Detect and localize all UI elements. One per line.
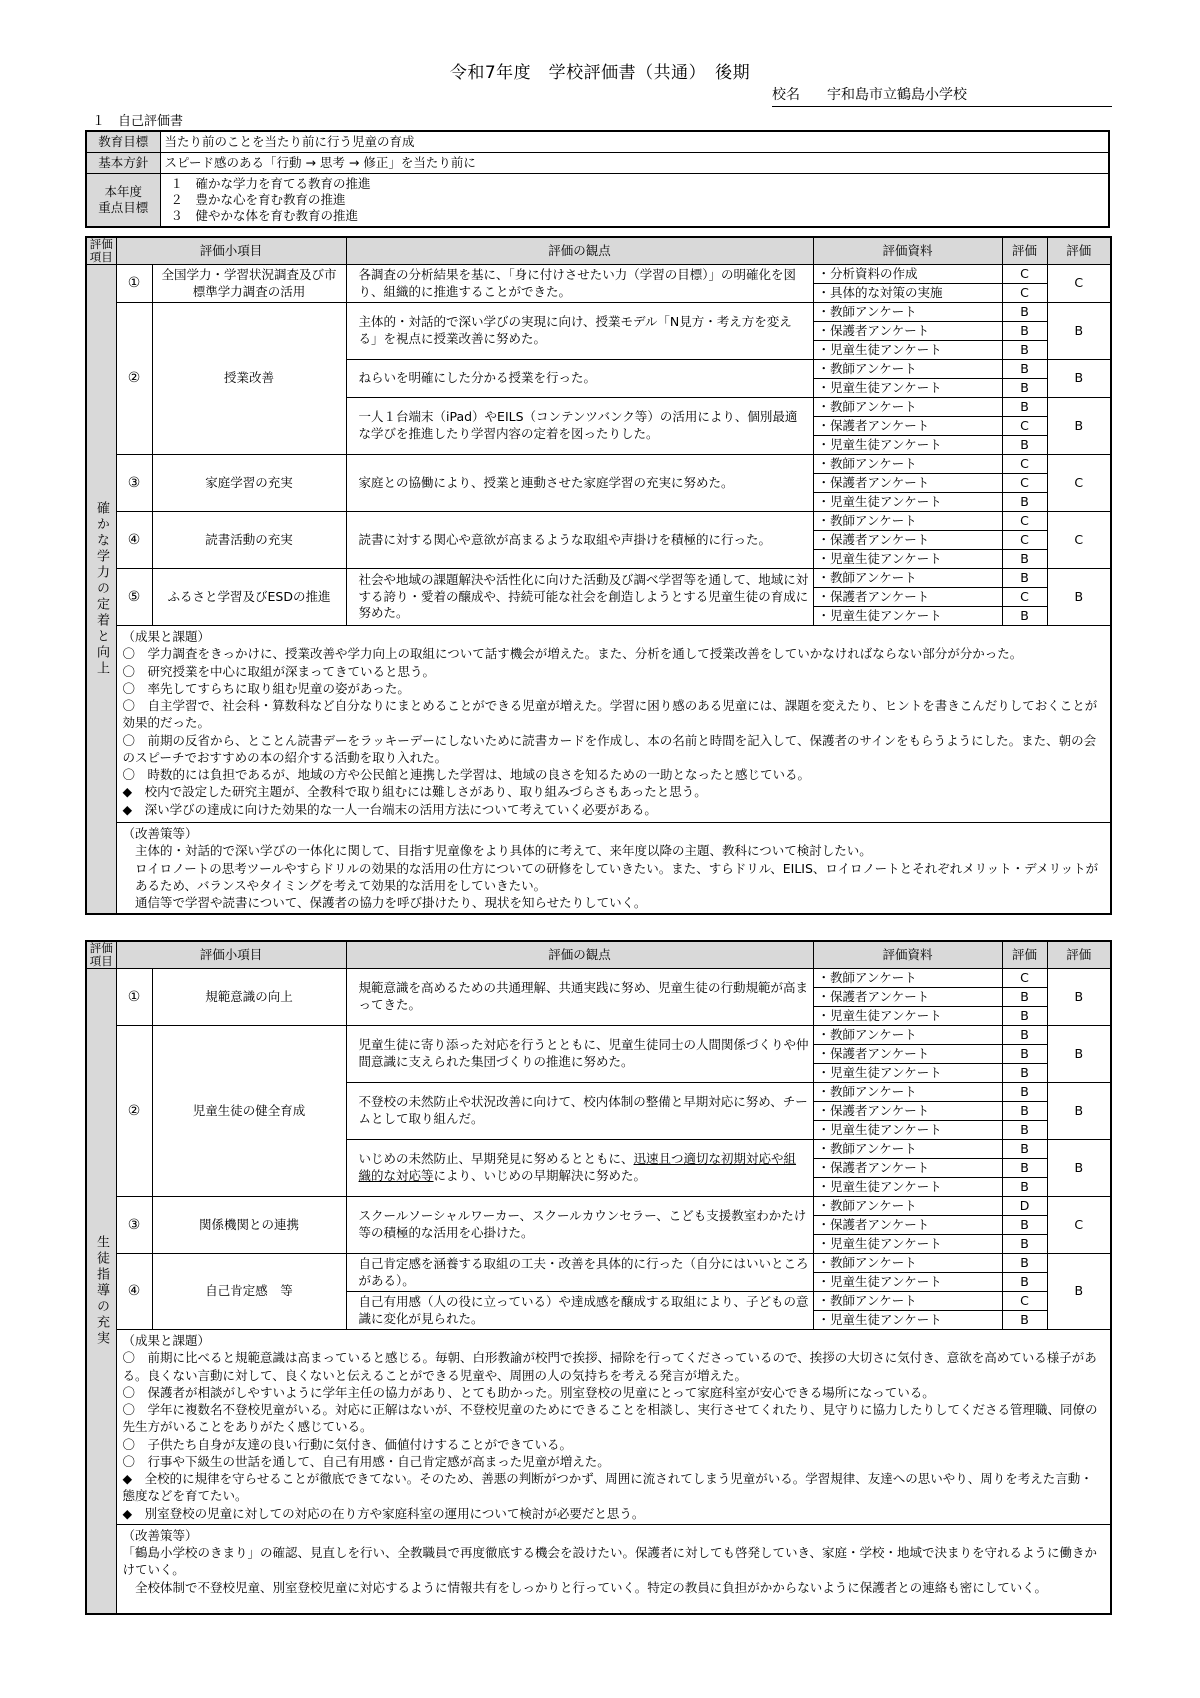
education-goal-label: 教育目標: [86, 131, 160, 153]
material-name: ・児童生徒アンケート: [813, 341, 1002, 360]
material-rating: B: [1002, 398, 1047, 417]
goals-table: [85, 130, 1110, 228]
priority-item: １ 確かな学力を育てる教育の推進: [170, 175, 371, 191]
document-title: 令和7年度 学校評価書（共通） 後期: [449, 63, 751, 83]
material-rating: B: [1002, 1159, 1047, 1178]
viewpoint-rating: B: [1047, 398, 1111, 455]
material-rating: B: [1002, 988, 1047, 1007]
viewpoint-rating: B: [1047, 1140, 1111, 1197]
material-name: ・児童生徒アンケート: [813, 436, 1002, 455]
evaluation-table-academic: [85, 236, 1112, 915]
school-name-line: [772, 84, 1112, 107]
result-line: ◆ 全校的に規律を守らせることが徹底できてない。そのため、善悪の判断がつかず、周囲に流されてしまう児童がいる。学習規律、友達への思いやり、周りを考えた言動・態度などを育てたい。: [122, 1471, 1093, 1504]
material-rating: C: [1002, 474, 1047, 493]
material-name: ・分析資料の作成: [813, 265, 1002, 284]
material-rating: B: [1002, 550, 1047, 569]
viewpoint-text: [346, 1140, 813, 1197]
item-rating: C: [1047, 455, 1111, 512]
material-rating: C: [1002, 969, 1047, 988]
result-line: 〇 学力調査をきっかけに、授業改善や学力向上の取組について話す機会が増えた。また、分析を通して授業改善をしていかなければならない部分が分かった。: [122, 646, 1023, 662]
item-number: ③: [116, 1197, 152, 1254]
result-line: 〇 自主学習で、社会科・算数科など自分なりにまとめることができる児童が増えた。学習に困り感のある児童には、課題を変えたり、ヒントを書きこんだりしておくことが効果的だった。: [122, 698, 1098, 731]
item-number: ①: [116, 969, 152, 1026]
material-name: ・児童生徒アンケート: [813, 550, 1002, 569]
header-material: 評価資料: [813, 941, 1002, 969]
material-name: ・教師アンケート: [813, 512, 1002, 531]
material-rating: B: [1002, 1121, 1047, 1140]
viewpoint-text: ねらいを明確にした分かる授業を行った。: [346, 360, 813, 398]
viewpoint-rating: B: [1047, 1026, 1111, 1083]
material-rating: C: [1002, 512, 1047, 531]
material-rating: C: [1002, 417, 1047, 436]
material-name: ・保護者アンケート: [813, 1216, 1002, 1235]
viewpoint-text: 不登校の未然防止や状況改善に向けて、校内体制の整備と早期対応に努め、チームとして取り組んだ。: [346, 1083, 813, 1140]
improve-title: （改善策等）: [122, 1527, 198, 1543]
result-line: 〇 前期の反省から、とことん読書デーをラッキーデーにしないために読書カードを作成し、本の名前と時間を記入して、保護者のサインをもらうようにした。また、朝の会のスピーチでおすすめの本の紹介する活動を取り入れた。: [122, 732, 1097, 765]
material-rating: C: [1002, 531, 1047, 550]
evaluation-table-guidance: [85, 940, 1112, 1615]
material-name: ・保護者アンケート: [813, 1102, 1002, 1121]
material-name: ・教師アンケート: [813, 455, 1002, 474]
material-rating: B: [1002, 569, 1047, 588]
school-label: 校名: [772, 87, 800, 103]
material-name: ・児童生徒アンケート: [813, 1178, 1002, 1197]
material-rating: B: [1002, 436, 1047, 455]
priority-item: ２ 豊かな心を育む教育の推進: [170, 191, 346, 207]
improve-box: [116, 1524, 1111, 1614]
improve-line: 「鶴島小学校のきまり」の確認、見直しを行い、全教職員で再度徹底する機会を設けたい。保護者に対しても啓発していき、家庭・学校・地域で決まりを守れるように働きかけていく。: [122, 1545, 1098, 1578]
result-line: ◆ 別室登校の児童に対しての対応の在り方や家庭科室の運用について検討が必要だと思う。: [122, 1505, 645, 1521]
material-name: ・教師アンケート: [813, 1197, 1002, 1216]
item-name: 読書活動の充実: [152, 512, 346, 569]
improve-line: 全校体制で不登校児童、別室登校児童に対応するように情報共有をしっかりと行っていく。特定の教員に負担がかからないように保護者との連絡も密にしていく。: [135, 1579, 1048, 1595]
header-sub-item: 評価小項目: [116, 941, 346, 969]
result-line: 〇 行事や下級生の世話を通して、自己有用感・自己肯定感が高まった児童が増えた。: [122, 1453, 610, 1469]
result-line: 〇 率先してすらちに取り組む児童の姿があった。: [122, 680, 410, 696]
material-name: ・児童生徒アンケート: [813, 1064, 1002, 1083]
viewpoint-text: 読書に対する関心や意欲が高まるような取組や声掛けを積極的に行った。: [346, 512, 813, 569]
material-name: ・児童生徒アンケート: [813, 1121, 1002, 1140]
material-name: ・教師アンケート: [813, 569, 1002, 588]
material-rating: B: [1002, 341, 1047, 360]
viewpoint-text: 規範意識を高めるための共通理解、共通実践に努め、児童生徒の行動規範が高まってきた。: [346, 969, 813, 1026]
material-rating: B: [1002, 1216, 1047, 1235]
improve-box: [116, 823, 1111, 915]
item-name: 規範意識の向上: [152, 969, 346, 1026]
material-name: ・保護者アンケート: [813, 322, 1002, 341]
material-rating: B: [1002, 1140, 1047, 1159]
material-rating: B: [1002, 493, 1047, 512]
priority-label-line2: 重点目標: [98, 200, 149, 215]
material-rating: B: [1002, 1273, 1047, 1292]
item-rating: B: [1047, 969, 1111, 1026]
header-rating-total: 評価: [1047, 941, 1111, 969]
school-name: 宇和島市立鶴島小学校: [827, 87, 967, 103]
education-goal: 当たり前のことを当たり前に行う児童の育成: [160, 131, 1109, 153]
viewpoint-text: 一人１台端末（iPad）やEILS（コンテンツバンク等）の活用により、個別最適な学びを推進したり学習内容の定着を図ったりした。: [346, 398, 813, 455]
improve-line: 通信等で学習や読書について、保護者の協力を呼び掛けたり、現状を知らせたりしていく。: [135, 895, 647, 910]
header-viewpoint: 評価の観点: [346, 941, 813, 969]
viewpoint-text: 家庭との協働により、授業と連動させた家庭学習の充実に努めた。: [346, 455, 813, 512]
item-rating: C: [1047, 1197, 1111, 1254]
section-title: １ 自己評価書: [92, 114, 184, 129]
material-rating: B: [1002, 607, 1047, 626]
material-rating: B: [1002, 322, 1047, 341]
item-name: 自己肯定感 等: [152, 1254, 346, 1330]
viewpoint-text: 自己肯定感を涵養する取組の工夫・改善を具体的に行った（自分にはいいところがある）。: [346, 1254, 813, 1292]
item-name: 授業改善: [152, 303, 346, 455]
result-line: 〇 時数的には負担であるが、地域の方や公民館と連携した学習は、地域の良さを知るための一助となったと感じている。: [122, 767, 811, 782]
material-name: ・教師アンケート: [813, 1083, 1002, 1102]
item-rating: B: [1047, 1254, 1111, 1330]
result-line: 〇 研究授業を中心に取組が深まってきていると思う。: [122, 663, 436, 679]
header-rating: 評価: [1002, 941, 1047, 969]
material-name: ・保護者アンケート: [813, 1045, 1002, 1064]
material-rating: B: [1002, 1064, 1047, 1083]
material-name: ・保護者アンケート: [813, 988, 1002, 1007]
material-rating: C: [1002, 1292, 1047, 1311]
viewpoint-rating: B: [1047, 1083, 1111, 1140]
item-rating: C: [1047, 265, 1111, 303]
material-rating: B: [1002, 1235, 1047, 1254]
material-name: ・児童生徒アンケート: [813, 1007, 1002, 1026]
viewpoint-text: スクールソーシャルワーカー、スクールカウンセラー、こども支援教室わかたけ等の積極的な活用を心掛けた。: [346, 1197, 813, 1254]
results-box: [116, 626, 1111, 823]
category-label: 確かな学力の定着と向上: [86, 265, 116, 915]
item-number: ①: [116, 265, 152, 303]
material-name: ・教師アンケート: [813, 1026, 1002, 1045]
material-name: ・保護者アンケート: [813, 588, 1002, 607]
material-rating: B: [1002, 1254, 1047, 1273]
item-number: ②: [116, 1026, 152, 1197]
item-number: ③: [116, 455, 152, 512]
priority-label: [86, 174, 160, 228]
header-rating: 評価: [1002, 237, 1047, 265]
result-line: ◆ 深い学びの達成に向けた効果的な一人一台端末の活用方法について考えていく必要がある。: [122, 801, 657, 817]
policy: スピード感のある「行動 → 思考 → 修正」を当たり前に: [160, 153, 1109, 174]
material-name: ・保護者アンケート: [813, 1159, 1002, 1178]
material-name: ・教師アンケート: [813, 969, 1002, 988]
material-name: ・児童生徒アンケート: [813, 607, 1002, 626]
item-name: ふるさと学習及びESDの推進: [152, 569, 346, 626]
material-rating: C: [1002, 455, 1047, 474]
header-viewpoint: 評価の観点: [346, 237, 813, 265]
viewpoint-text-part: により、いじめの早期解決に努めた。: [433, 1168, 647, 1183]
improve-title: （改善策等）: [122, 826, 198, 841]
item-name: 全国学力・学習状況調査及び市標準学力調査の活用: [152, 265, 346, 303]
viewpoint-text: 児童生徒に寄り添った対応を行うとともに、児童生徒同士の人間関係づくりや仲間意識に支えられた集団づくりの推進に努めた。: [346, 1026, 813, 1083]
results-title: （成果と課題）: [122, 1333, 211, 1348]
priority-label-line1: 本年度: [104, 183, 142, 199]
material-name: ・教師アンケート: [813, 398, 1002, 417]
priority-list: [160, 174, 1109, 228]
item-number: ②: [116, 303, 152, 455]
item-number: ④: [116, 512, 152, 569]
material-name: ・保護者アンケート: [813, 531, 1002, 550]
material-name: ・児童生徒アンケート: [813, 1273, 1002, 1292]
viewpoint-rating: B: [1047, 303, 1111, 360]
material-name: ・具体的な対策の実施: [813, 284, 1002, 303]
item-number: ⑤: [116, 569, 152, 626]
material-rating: B: [1002, 1083, 1047, 1102]
viewpoint-text-underlined: 迅速且つ適切な初期対応や組織的な対応等: [358, 1151, 797, 1183]
priority-item: ３ 健やかな体を育む教育の推進: [170, 208, 359, 224]
header-sub-item: 評価小項目: [116, 237, 346, 265]
viewpoint-text: 主体的・対話的で深い学びの実現に向け、授業モデル「N見方・考え方を変える」を視点に授業改善に努めた。: [346, 303, 813, 360]
header-category: 評価項目: [86, 941, 116, 969]
results-box: [116, 1330, 1111, 1525]
viewpoint-text: 各調査の分析結果を基に、「身に付けさせたい力（学習の目標）」の明確化を図り、組織的に推進することができた。: [346, 265, 813, 303]
header-material: 評価資料: [813, 237, 1002, 265]
category-label: 生徒指導の充実: [86, 969, 116, 1614]
result-line: 〇 子供たち自身が友達の良い行動に気付き、価値付けすることができている。: [122, 1436, 573, 1452]
material-rating: B: [1002, 1178, 1047, 1197]
material-name: ・教師アンケート: [813, 303, 1002, 322]
item-number: ④: [116, 1254, 152, 1330]
item-name: 関係機関との連携: [152, 1197, 346, 1254]
material-rating: C: [1002, 588, 1047, 607]
viewpoint-text: 自己有用感（人の役に立っている）や達成感を醸成する取組により、子どもの意識に変化が見られた。: [346, 1292, 813, 1330]
material-name: ・保護者アンケート: [813, 417, 1002, 436]
results-title: （成果と課題）: [122, 629, 211, 644]
viewpoint-rating: B: [1047, 360, 1111, 398]
item-rating: C: [1047, 512, 1111, 569]
material-rating: B: [1002, 1026, 1047, 1045]
material-name: ・教師アンケート: [813, 1140, 1002, 1159]
material-rating: B: [1002, 1102, 1047, 1121]
result-line: 〇 保護者が相談がしやすいように学年主任の協力があり、とても助かった。別室登校の児童にとって家庭科室が安心できる場所になっている。: [122, 1384, 935, 1400]
material-rating: B: [1002, 1311, 1047, 1330]
material-name: ・保護者アンケート: [813, 474, 1002, 493]
item-name: 家庭学習の充実: [152, 455, 346, 512]
item-name: 児童生徒の健全育成: [152, 1026, 346, 1197]
material-name: ・教師アンケート: [813, 1254, 1002, 1273]
item-rating: B: [1047, 569, 1111, 626]
material-name: ・教師アンケート: [813, 1292, 1002, 1311]
material-rating: B: [1002, 360, 1047, 379]
result-line: 〇 学年に複数名不登校児童がいる。対応に正解はないが、不登校児童のためにできることを相談し、実行させてくれたり、見守りに協力したりしてくださる管理職、同僚の先生方がいることをありがたく感じている。: [122, 1402, 1098, 1435]
material-rating: D: [1002, 1197, 1047, 1216]
material-name: ・児童生徒アンケート: [813, 1235, 1002, 1254]
viewpoint-text: 社会や地域の課題解決や活性化に向けた活動及び調べ学習等を通して、地域に対する誇り・愛着の醸成や、持続可能な社会を創造しようとする児童生徒の育成に努めた。: [346, 569, 813, 626]
viewpoint-text-part: いじめの未然防止、早期発見に努めるとともに、: [358, 1151, 634, 1167]
header-rating-total: 評価: [1047, 237, 1111, 265]
material-name: ・児童生徒アンケート: [813, 493, 1002, 512]
policy-label: 基本方針: [86, 153, 160, 174]
material-rating: B: [1002, 1007, 1047, 1026]
material-rating: B: [1002, 379, 1047, 398]
material-name: ・児童生徒アンケート: [813, 379, 1002, 398]
improve-line: 主体的・対話的で深い学びの一体化に関して、目指す児童像をより具体的に考えて、来年度以降の主題、教科について検討したい。: [135, 843, 872, 859]
material-name: ・教師アンケート: [813, 360, 1002, 379]
material-rating: B: [1002, 1045, 1047, 1064]
material-rating: C: [1002, 265, 1047, 284]
header-category: 評価項目: [86, 237, 116, 265]
material-name: ・児童生徒アンケート: [813, 1311, 1002, 1330]
material-rating: C: [1002, 284, 1047, 303]
result-line: ◆ 校内で設定した研究主題が、全教科で取り組むには難しさがあり、取り組みづらさもあったと思う。: [122, 784, 707, 800]
material-rating: B: [1002, 303, 1047, 322]
improve-line: ロイロノートの思考ツールやすらドリルの効果的な活用の仕方についての研修をしていきたい。また、すらドリル、EILIS、ロイロノートとそれぞれメリット・デメリットがあるため、バランスやタイミングを考えて効果的な活用をしていきたい。: [135, 860, 1099, 893]
result-line: 〇 前期に比べると規範意識は高まっていると感じる。毎朝、白形教諭が校門で挨拶、掃除を行ってくださっているので、挨拶の大切さに気付き、意欲を高めている様子がある。良くない言動に対して、良くないと伝えることができる児童や、周囲の人の気持ちを考える発言が増えた。: [122, 1350, 1097, 1383]
